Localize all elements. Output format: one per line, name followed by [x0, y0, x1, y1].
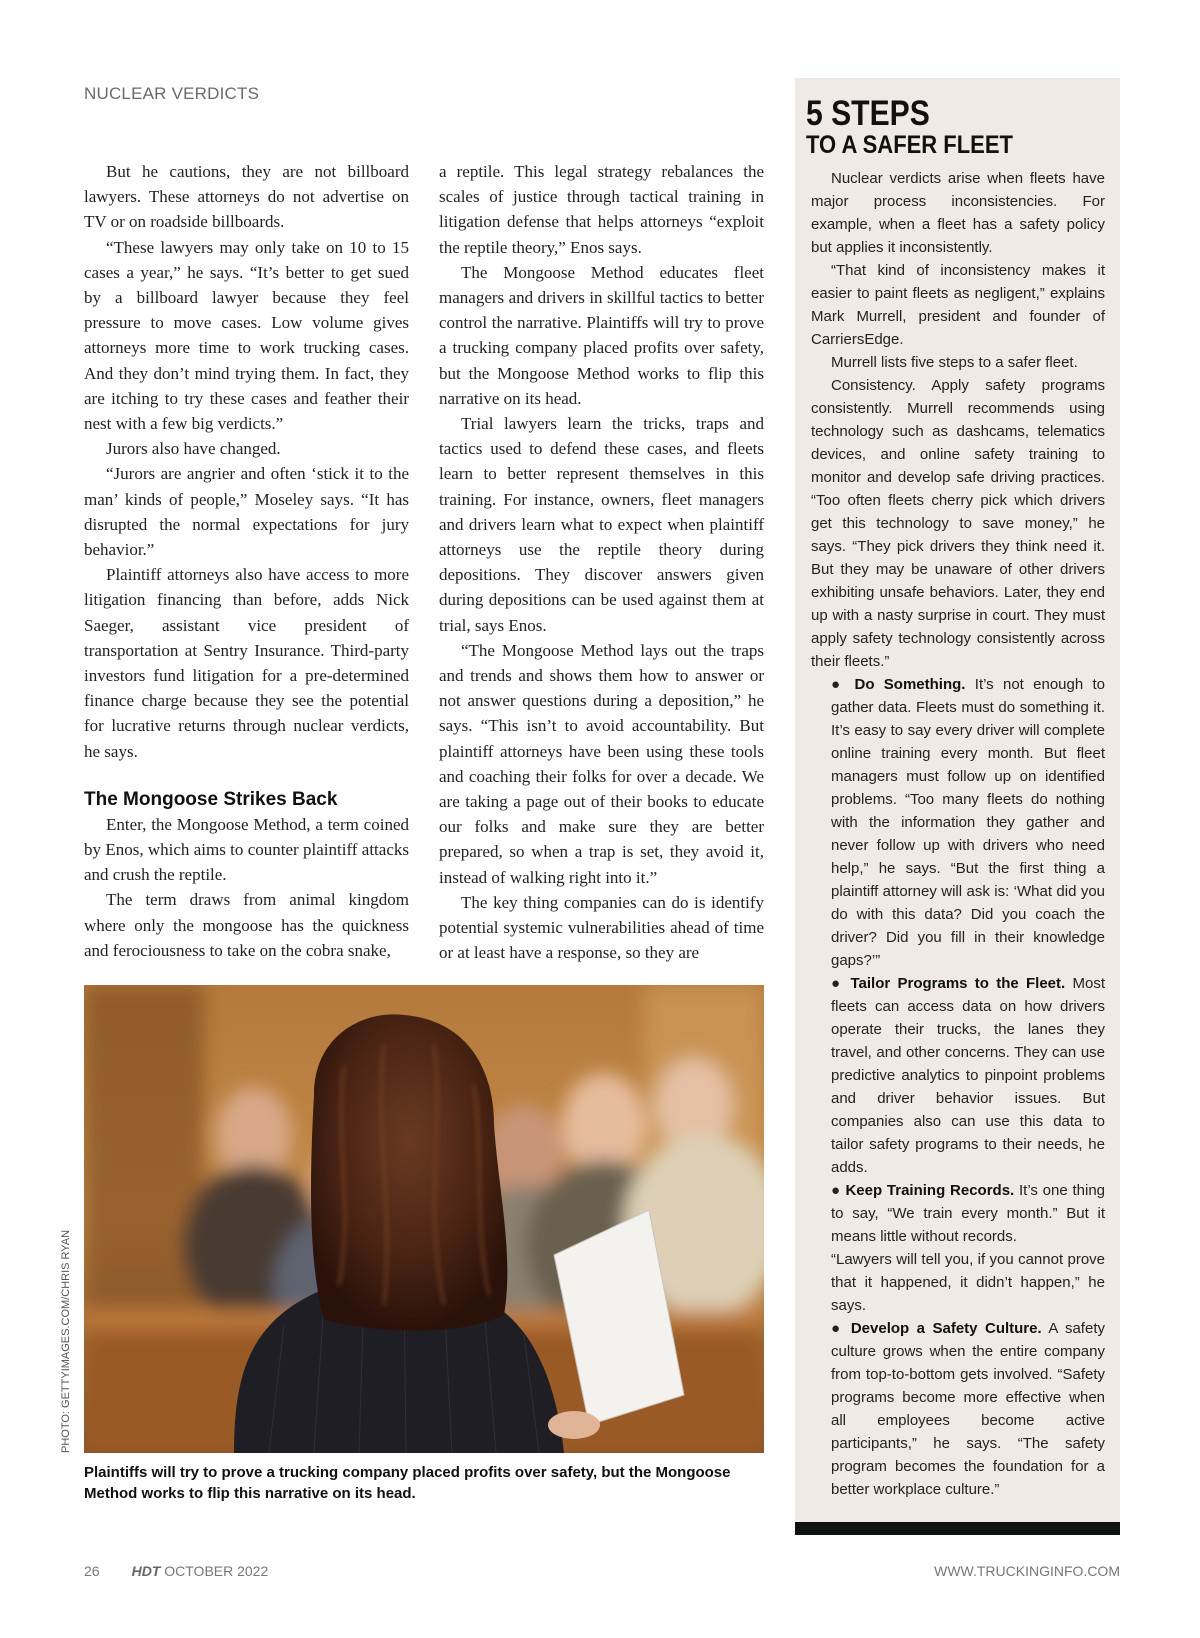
sidebar-bullet: ● Tailor Programs to the Fleet. Most fleets can access data on how drivers operate their trucks, the lanes they travel, and other concerns. They can use predictive analytics to pinpoint problems and driver behavior issues. But companies also can use this data to tailor safety programs to their needs, he adds. [831, 975, 1106, 1176]
page-number: 26 [84, 1563, 100, 1579]
paragraph: “Jurors are angrier and often ‘stick it to the man’ kinds of people,” Moseley says. “It has disrupted the normal expectations for jury behavior.” [84, 464, 409, 560]
paragraph: a reptile. This legal strategy rebalances the scales of justice through tactical training in litigation defense that helps attorneys “exploit the reptile theory,” Enos says. [439, 162, 764, 257]
bullet-heading: Keep Training Records. [845, 1182, 1015, 1199]
paragraph: The Mongoose Method educates fleet managers and drivers in skillful tactics to better control the narrative. Plaintiffs will try to prove a trucking company placed profits over safety, but the Mongoose Method works to flip this narrative on its head. [439, 262, 764, 408]
photo-caption: Plaintiffs will try to prove a trucking company placed profits over safety, but the Mongoose Method works to flip this narrative on its head. [84, 1464, 731, 1502]
sidebar-paragraph: Consistency. Apply safety programs consistently. Murrell recommends using technology such as dashcams, telematics devices, and online safety training to monitor and develop safe driving practices. “Too often fleets cherry pick which drivers get this technology to save money,” he says. “They pick drivers they think need it. But they may be unaware of other drivers exhibiting unsafe behaviors. Later, they end up with a nasty surprise in court. They must apply safety technology consistently across their fleets.” [811, 377, 1105, 670]
sidebar-bullet: ● Keep Training Records. It’s one thing to say, “We train every month.” But it means little without records. [831, 1182, 1105, 1245]
footer-left [84, 1563, 268, 1579]
issue-date: OCTOBER 2022 [164, 1563, 269, 1579]
paragraph: Plaintiff attorneys also have access to more litigation financing than before, adds Nick Saeger, assistant vice president of transportation at Sentry Insurance. Third-party investors fund litigation for a pre-determined finance charge because they see the potential for lucrative returns through nuclear verdicts, he says. [84, 565, 409, 761]
paragraph: The key thing companies can do is identify potential systemic vulnerabilities ahead of time or at least have a response, so they are [439, 892, 764, 963]
article-column-1 [84, 159, 409, 963]
courtroom-photo [84, 985, 764, 1453]
sidebar-bottom-rule [795, 1522, 1120, 1535]
magazine-brand: HDT [131, 1563, 161, 1579]
sidebar-bullet-continuation: “Lawyers will tell you, if you cannot prove that it happened, it didn’t happen,” he says. [831, 1251, 1105, 1314]
sidebar-bullet: ● Do Something. It’s not enough to gather data. Fleets must do something it. It’s easy to say every driver will complete online training every month. But fleet managers must follow up on identified problems. “Too many fleets do nothing with the information they gather and never follow up with drivers who need help,” he says. “But the first thing a plaintiff attorney will ask is: ‘What did you do with this data? Did you coach the driver? Did you fill in their knowledge gaps?’” [831, 676, 1105, 969]
paragraph: But he cautions, they are not billboard lawyers. These attorneys do not advertise on TV or on roadside billboards. [84, 162, 409, 232]
photo-credit [58, 985, 76, 1453]
paragraph: “These lawyers may only take on 10 to 15 cases a year,” he says. “It’s better to get sued by a billboard lawyer because they feel pressure to move cases. Low volume gives attorneys more time to work trucking cases. And they don’t mind trying them. In fact, they are itching to try these cases and feather their nest with a few big verdicts.” [84, 237, 409, 434]
sidebar-paragraph: Murrell lists five steps to a safer fleet. [831, 354, 1078, 371]
paragraph: Jurors also have changed. [106, 439, 281, 459]
courtroom-illustration [84, 985, 764, 1453]
bullet-text: It’s one thing to say, “We train every month.” But it means little without records. [831, 1182, 1105, 1245]
sidebar-paragraph: Nuclear verdicts arise when fleets have major process inconsistencies. For example, when a fleet has a safety policy but applies it inconsistently. [811, 170, 1105, 256]
photo-credit-text: PHOTO: GETTYIMAGES.COM/CHRIS RYAN [60, 1229, 72, 1453]
footer-url[interactable]: WWW.TRUCKINGINFO.COM [934, 1563, 1120, 1579]
bullet-text: Most fleets can access data on how drivers operate their trucks, the lanes they travel, and other concerns. They can use predictive analytics to pinpoint problems and driver behavior issues. But companies also can use this data to tailor safety programs to their needs, he adds. [831, 975, 1106, 1176]
article-column-2 [439, 159, 764, 966]
sidebar-subtitle: TO A SAFER FLEET [806, 131, 1013, 159]
paragraph: Enter, the Mongoose Method, a term coined by Enos, which aims to counter plaintiff attacks and crush the reptile. [84, 814, 409, 885]
sidebar-bullet: ● Develop a Safety Culture. A safety culture grows when the entire company from top-to-bottom gets involved. “Safety programs become more effective when all employees become active participants,” he says. “The safety program becomes the foundation for a better workplace culture.” [831, 1320, 1105, 1498]
sidebar-paragraph: “That kind of inconsistency makes it easier to paint fleets as negligent,” explains Mark Murrell, president and founder of CarriersEdge. [811, 262, 1105, 348]
bullet-heading: Tailor Programs to the Fleet. [850, 975, 1066, 992]
paragraph: The term draws from animal kingdom where only the mongoose has the quickness and ferociousness to take on the cobra snake, [84, 890, 409, 960]
sidebar-title: 5 STEPS [806, 94, 930, 133]
bullet-text: It’s not enough to gather data. Fleets must do something it. It’s easy to say every driver will complete online training every month. But fleet managers must follow up on identified problems. “Too many fleets do nothing with the information they gather and never follow up with drivers who need help,” he says. “But the first thing a plaintiff attorney will ask is: ‘What did you do with this data? Did you coach the driver? Did you fill in their knowledge gaps?’” [831, 676, 1105, 969]
bullet-heading: Develop a Safety Culture. [850, 1320, 1042, 1337]
sidebar-body [811, 167, 1105, 1501]
bullet-heading: Do Something. [854, 676, 966, 693]
paragraph: Trial lawyers learn the tricks, traps and tactics used to defend these cases, and fleets learn to better represent themselves in this training. For instance, owners, fleet managers and drivers learn what to expect when plaintiff attorneys use the reptile theory during depositions. They discover answers given during depositions can be used against them at trial, says Enos. [439, 414, 764, 635]
bullet-text: A safety culture grows when the entire company from top-to-bottom gets involved. “Safety programs become more effective when all employees become active participants,” he says. “The safety program becomes the foundation for a better workplace culture.” [831, 1320, 1105, 1498]
section-label: NUCLEAR VERDICTS [84, 84, 260, 103]
paragraph: “The Mongoose Method lays out the traps and trends and shows them how to answer or not answer questions during a deposition,” he says. “This isn’t to avoid accountability. But plaintiff attorneys have been using these tools and coaching their folks for over a decade. We are taking a page out of their books to educate our folks and make sure they are better prepared, so when a trap is set, they avoid it, instead of walking right into it.” [439, 640, 764, 887]
subheading: The Mongoose Strikes Back [84, 788, 338, 810]
